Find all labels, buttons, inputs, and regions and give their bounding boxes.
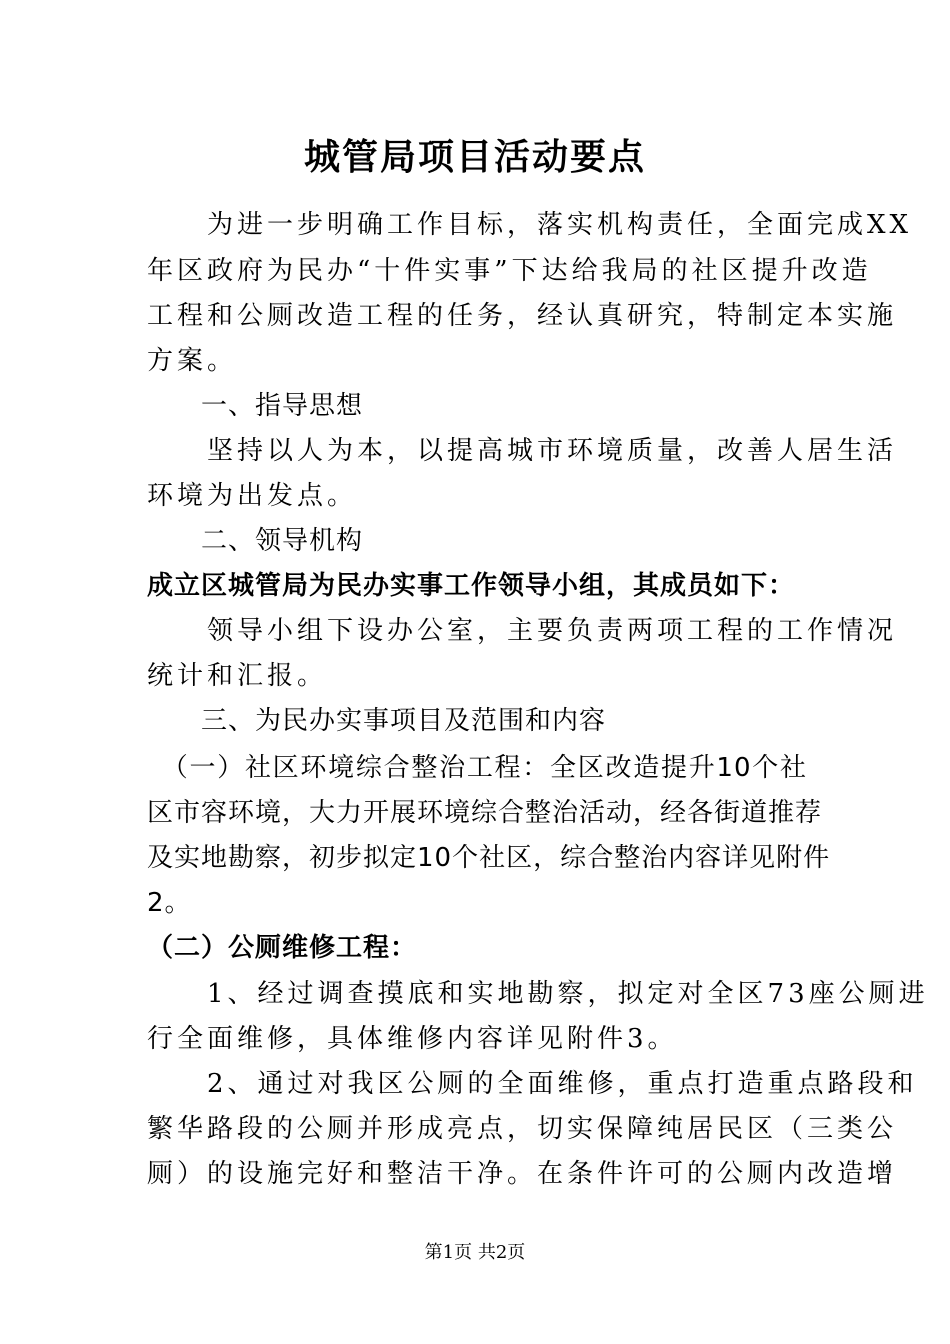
body-line: 坚持以人为本，以提高城市环境质量，改善人居生活: [147, 436, 898, 466]
body-line: 1、经过调查摸底和实地勘察，拟定对全区73座公厕进: [147, 979, 929, 1009]
section-heading: 三、为民办实事项目及范围和内容: [147, 706, 607, 736]
body-line: （一）社区环境综合整治工程：全区改造提升10个社: [147, 753, 807, 783]
body-line: 为进一步明确工作目标，落实机构责任，全面完成XX: [147, 210, 913, 240]
body-line: 2、通过对我区公厕的全面维修，重点打造重点路段和: [147, 1069, 918, 1099]
section-heading: 二、领导机构: [147, 526, 364, 556]
body-line: 厕）的设施完好和整洁干净。在条件许可的公厕内改造增: [147, 1159, 898, 1189]
body-line: 2。: [147, 888, 192, 918]
body-line: 年区政府为民办“十件实事”下达给我局的社区提升改造: [147, 256, 872, 286]
section-heading: 一、指导思想: [147, 391, 364, 421]
subsection-heading: （二）公厕维修工程：: [147, 933, 418, 963]
body-line: 工程和公厕改造工程的任务，经认真研究，特制定本实施: [147, 301, 898, 331]
body-line: 统计和汇报。: [147, 661, 328, 691]
body-line: 行全面维修，具体维修内容详见附件3。: [147, 1024, 678, 1054]
body-line: 领导小组下设办公室，主要负责两项工程的工作情况: [147, 616, 898, 646]
page-title: 城管局项目活动要点: [303, 136, 646, 178]
body-line: 环境为出发点。: [147, 481, 358, 511]
bold-line: 成立区城管局为民办实事工作领导小组，其成员如下：: [147, 571, 796, 601]
body-line: 及实地勘察，初步拟定10个社区，综合整治内容详见附件: [147, 843, 831, 873]
page-footer: 第1页 共2页: [424, 1242, 526, 1263]
body-line: 方案。: [147, 346, 238, 376]
body-line: 区市容环境，大力开展环境综合整治活动，经各街道推荐: [147, 798, 823, 828]
body-line: 繁华路段的公厕并形成亮点，切实保障纯居民区（三类公: [147, 1114, 898, 1144]
